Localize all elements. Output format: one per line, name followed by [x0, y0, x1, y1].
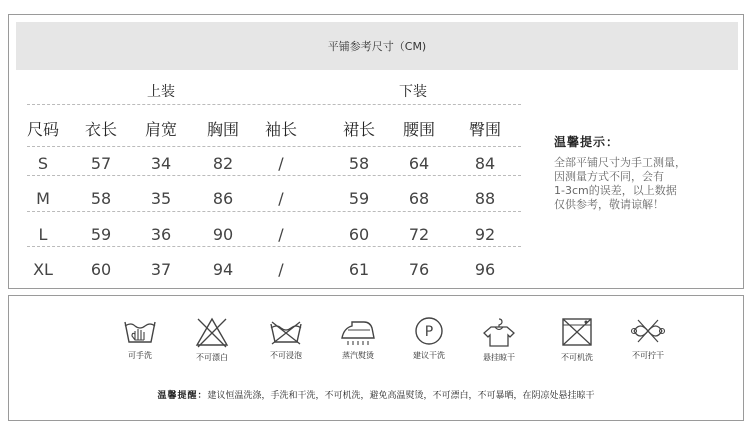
tips-box: [554, 133, 734, 212]
column-header-sleeve: 袖长: [264, 120, 297, 139]
table-cell-size: M: [36, 189, 50, 208]
table-cell-bust: 94: [212, 260, 234, 279]
care-item-no-bleach: [177, 316, 247, 363]
divider: [27, 146, 521, 147]
care-instructions-panel: [8, 295, 744, 421]
size-chart-title: 平铺参考尺寸（CM): [16, 22, 738, 70]
care-label: 可手洗: [128, 351, 152, 360]
tips-line: 全部平铺尺寸为手工测量，: [554, 156, 686, 169]
top-garment-label: 上装: [147, 84, 175, 100]
care-label: 不可机洗: [561, 353, 593, 362]
hand-wash-icon: [122, 316, 158, 346]
table-cell-skirt-length: 59: [348, 189, 370, 208]
care-item-dry-clean: [394, 316, 464, 361]
table-cell-bust: 90: [212, 225, 234, 244]
care-item-no-machine-wash: [542, 316, 612, 363]
table-cell-sleeve: /: [278, 225, 284, 244]
divider: [27, 211, 521, 212]
table-cell-waist: 72: [408, 225, 430, 244]
table-cell-sleeve: /: [278, 260, 284, 279]
care-item-no-soak: [251, 316, 321, 361]
table-cell-waist: 68: [408, 189, 430, 208]
table-cell-sleeve: /: [278, 154, 284, 173]
bottom-garment-label: 下装: [399, 84, 427, 100]
care-label: 不可浸泡: [270, 351, 302, 360]
no-machine-wash-icon: [559, 316, 595, 348]
column-header-bust: 胸围: [206, 120, 239, 139]
care-label: 悬挂晾干: [483, 353, 515, 362]
table-cell-length: 58: [90, 189, 112, 208]
care-note-label: 温馨提醒：: [157, 391, 208, 401]
care-label: 不可漂白: [196, 353, 228, 362]
care-item-hang-dry: [464, 316, 534, 363]
size-chart-panel: [8, 14, 744, 289]
table-cell-bust: 86: [212, 189, 234, 208]
steam-iron-icon: [338, 316, 378, 346]
care-item-steam-iron: [323, 316, 393, 361]
divider: [27, 246, 521, 247]
table-cell-waist: 76: [408, 260, 430, 279]
care-label: 建议干洗: [413, 351, 445, 360]
care-item-hand-wash: [105, 316, 175, 361]
care-note-text: 建议恒温洗涤，手洗和干洗，不可机洗，避免高温熨烫，不可漂白，不可暴晒，在阴凉处悬挂晾干: [207, 391, 595, 401]
table-cell-shoulder: 36: [150, 225, 172, 244]
column-header-hip: 臀围: [468, 120, 501, 139]
table-cell-size: L: [38, 225, 48, 244]
column-header-shoulder: 肩宽: [144, 120, 177, 139]
table-cell-bust: 82: [212, 154, 234, 173]
column-header-waist: 腰围: [402, 120, 435, 139]
care-label: 不可拧干: [632, 351, 664, 360]
table-cell-sleeve: /: [278, 189, 284, 208]
no-wring-icon: [628, 316, 668, 346]
table-cell-hip: 96: [474, 260, 496, 279]
hang-dry-icon: [481, 316, 517, 348]
column-header-size: 尺码: [26, 120, 59, 139]
table-cell-shoulder: 34: [150, 154, 172, 173]
divider: [27, 104, 521, 105]
column-header-length: 衣长: [84, 120, 117, 139]
table-cell-shoulder: 37: [150, 260, 172, 279]
table-cell-skirt-length: 61: [348, 260, 370, 279]
column-header-skirt-length: 裙长: [342, 120, 375, 139]
table-cell-hip: 92: [474, 225, 496, 244]
table-cell-hip: 88: [474, 189, 496, 208]
table-cell-length: 59: [90, 225, 112, 244]
no-soak-icon: [268, 316, 304, 346]
svg-text:P: P: [424, 324, 434, 340]
dry-clean-icon: [413, 316, 445, 346]
table-cell-length: 57: [90, 154, 112, 173]
table-cell-hip: 84: [474, 154, 496, 173]
divider: [27, 175, 521, 176]
table-cell-skirt-length: 60: [348, 225, 370, 244]
table-cell-waist: 64: [408, 154, 430, 173]
table-cell-size: XL: [33, 260, 53, 279]
table-cell-size: S: [37, 154, 49, 173]
tips-body: [554, 156, 734, 212]
tips-line: 1-3cm的误差，以上数据: [554, 184, 677, 197]
table-cell-skirt-length: 58: [348, 154, 370, 173]
care-item-no-wring: [613, 316, 683, 361]
tips-line: 因测量方式不同，会有: [554, 170, 664, 183]
care-label: 蒸汽熨烫: [342, 351, 374, 360]
no-bleach-icon: [194, 316, 230, 348]
tips-title: 温馨提示：: [554, 135, 620, 149]
care-note: [9, 388, 743, 401]
tips-line: 仅供参考，敬请谅解！: [554, 198, 664, 211]
table-cell-length: 60: [90, 260, 112, 279]
table-cell-shoulder: 35: [150, 189, 172, 208]
